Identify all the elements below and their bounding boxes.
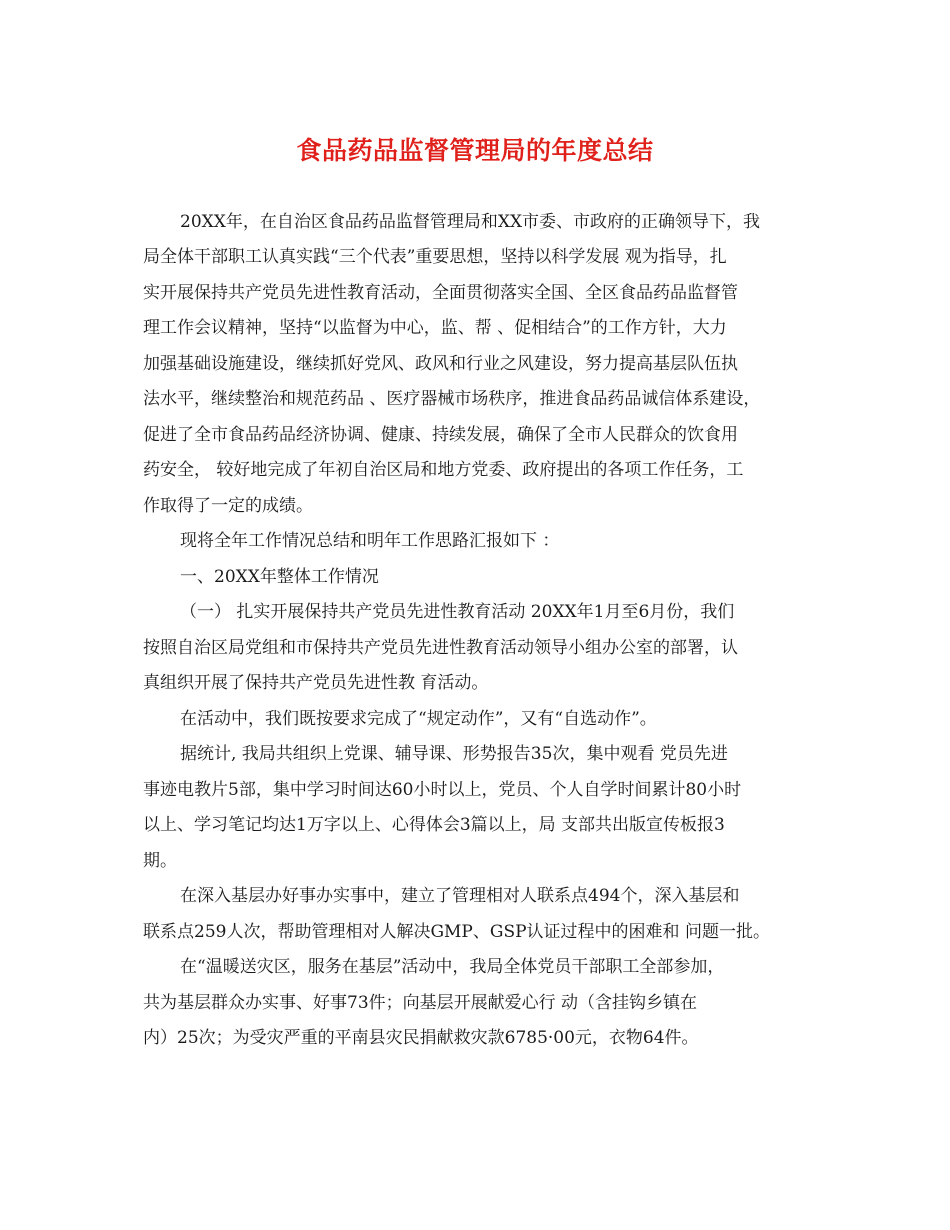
body-line: 20XX年，在自治区食品药品监督管理局和XX市委、市政府的正确领导下，我 <box>180 212 761 232</box>
body-line: 现将全年工作情况总结和明年工作思路汇报如下 ： <box>180 531 560 551</box>
body-line: 法水平，继续整治和规范药品 、医疗器械市场秩序，推进食品药品诚信体系建设， <box>143 389 761 409</box>
body-line: 实开展保持共产党员先进性教育活动，全面贯彻落实全国、全区食品药品监督管 <box>143 283 738 303</box>
body-line: 内）25次；为受灾严重的平南县灾民捐献救灾款6785·00元，衣物64件。 <box>143 1028 699 1048</box>
body-line: 联系点259人次，帮助管理相对人解决GMP、GSP认证过程中的困难和 问题一批。 <box>143 922 770 942</box>
body-line: 在深入基层办好事办实事中，建立了管理相对人联系点494个，深入基层和 <box>180 886 740 906</box>
body-line: 在“温暖送灾区，服务在基层”活动中，我局全体党员干部职工全部参加， <box>180 957 725 977</box>
body-line: 据统计, 我局共组织上党课、辅导课、形势报告35次，集中观看 党员先进 <box>180 744 728 764</box>
body-line: 期。 <box>143 851 177 871</box>
body-line: （一） 扎实开展保持共产党员先进性教育活动 20XX年1月至6月份，我们 <box>180 602 735 622</box>
body-line: 作取得了一定的成绩。 <box>143 496 313 516</box>
body-line: 事迹电教片5部，集中学习时间达60小时以上，党员、个人自学时间累计80小时 <box>143 780 742 800</box>
body-line: 以上、学习笔记均达1万字以上、心得体会3篇以上，局 支部共出版宣传板报3 <box>143 815 725 835</box>
body-line: 按照自治区局党组和市保持共产党员先进性教育活动领导小组办公室的部署，认 <box>143 638 738 658</box>
body-line: 局全体干部职工认真实践“三个代表”重要思想，坚持以科学发展 观为指导，扎 <box>143 247 727 267</box>
body-line: 药安全， 较好地完成了年初自治区局和地方党委、政府提出的各项工作任务，工 <box>143 460 744 480</box>
body-line: 真组织开展了保持共产党员先进性教 育活动。 <box>143 673 489 693</box>
body-line: 理工作会议精神，坚持“以监督为中心，监、帮 、促相结合”的工作方针，大力 <box>143 318 727 338</box>
body-line: 加强基础设施建设，继续抓好党风、政风和行业之风建设，努力提高基层队伍执 <box>143 354 738 374</box>
body-line: 在活动中，我们既按要求完成了“规定动作”，又有“自选动作”。 <box>180 709 657 729</box>
body-line: 促进了全市食品药品经济协调、健康、持续发展，确保了全市人民群众的饮食用 <box>143 425 738 445</box>
document-title: 食品药品监督管理局的年度总结 <box>296 136 654 165</box>
body-line: 共为基层群众办实事、好事73件；向基层开展献爱心行 动（含挂钩乡镇在 <box>143 993 698 1013</box>
section-heading: 一、20XX年整体工作情况 <box>180 567 379 587</box>
